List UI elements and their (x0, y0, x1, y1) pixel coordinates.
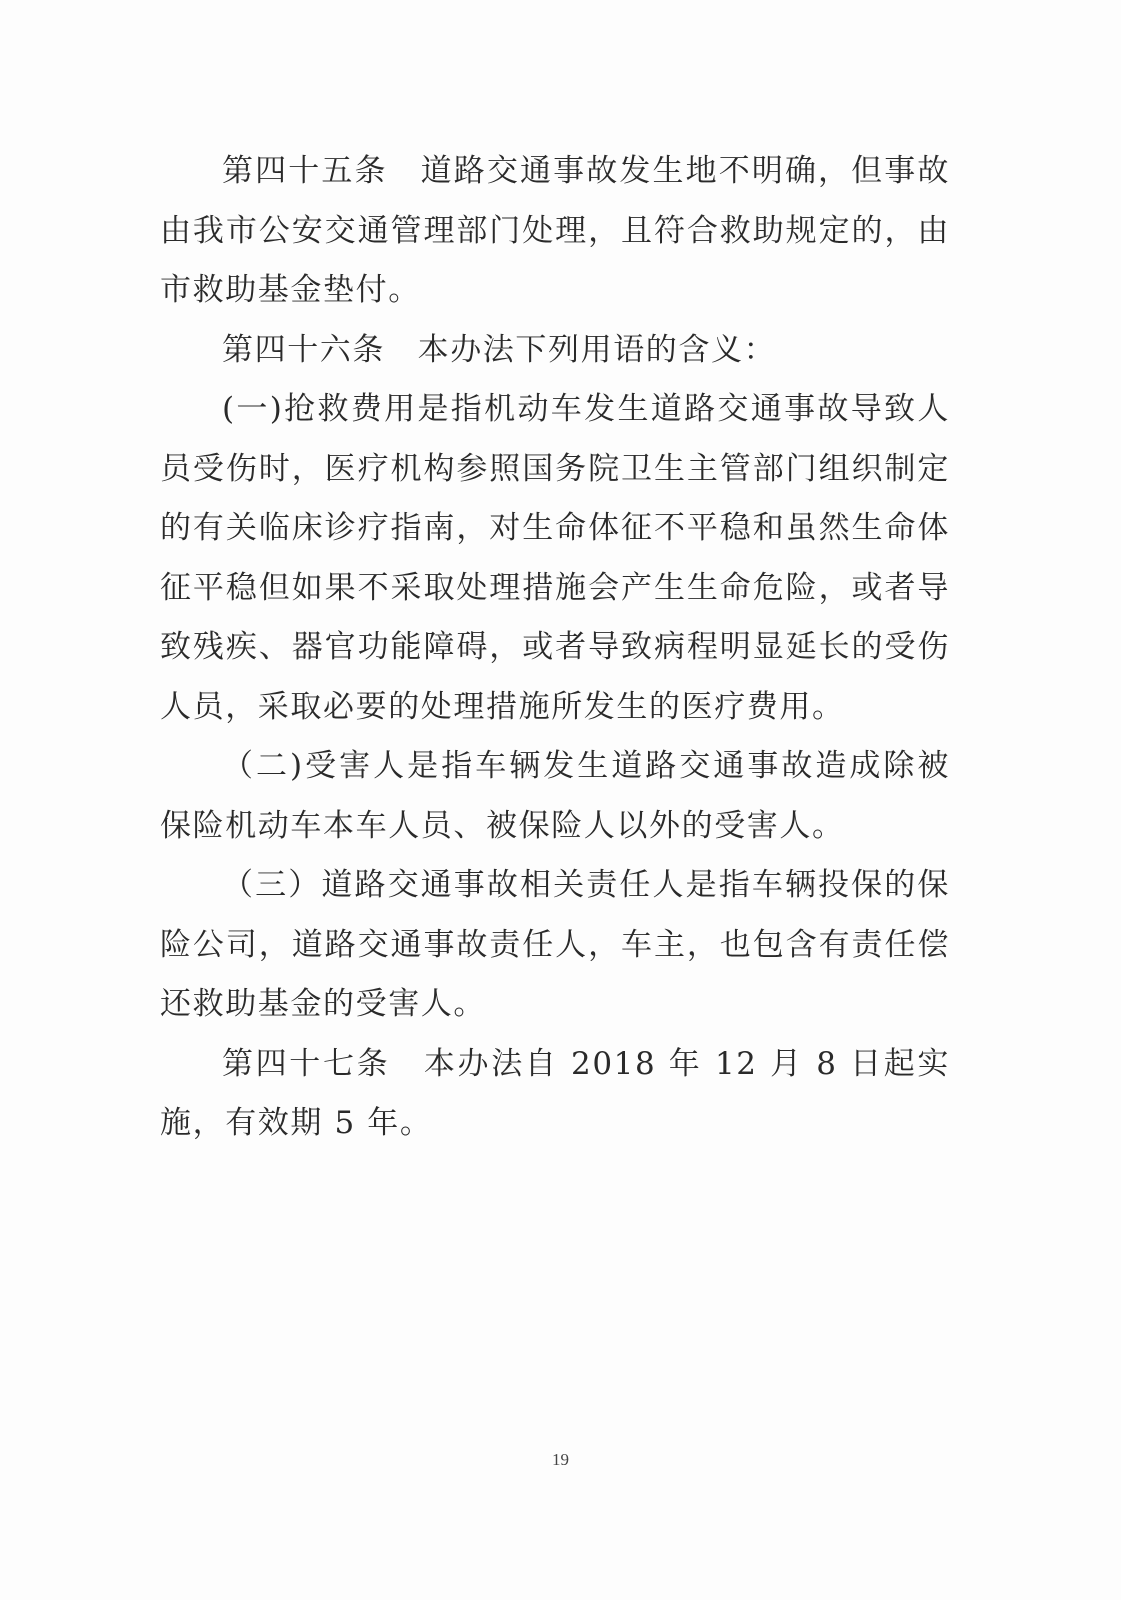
definition-1-paragraph: (一)抢救费用是指机动车发生道路交通事故导致人员受伤时，医疗机构参照国务院卫生主管部门组织制定的有关临床诊疗指南，对生命体征不平稳和虽然生命体征平稳但如果不采取处理措施会产生生命危险，或者导致残疾、器官功能障碍，或者导致病程明显延长的受伤人员，采取必要的处理措施所发生的医疗费用。 (160, 391, 950, 725)
article-47-paragraph: 第四十七条 本办法自 2018 年 12 月 8 日起实施，有效期 5 年。 (160, 1045, 950, 1141)
page-number: 19 (552, 1450, 569, 1469)
article-46-paragraph: 第四十六条 本办法下列用语的含义： (222, 331, 777, 368)
definition-3-paragraph: （三）道路交通事故相关责任人是指车辆投保的保险公司，道路交通事故责任人，车主，也包含有责任偿还救助基金的受害人。 (160, 867, 950, 1022)
definition-2-paragraph: （二)受害人是指车辆发生道路交通事故造成除被保险机动车本车人员、被保险人以外的受害人。 (160, 748, 950, 844)
article-45-paragraph: 第四十五条 道路交通事故发生地不明确，但事故由我市公安交通管理部门处理，且符合救助规定的，由市救助基金垫付。 (160, 153, 950, 308)
document-body (160, 142, 950, 1154)
